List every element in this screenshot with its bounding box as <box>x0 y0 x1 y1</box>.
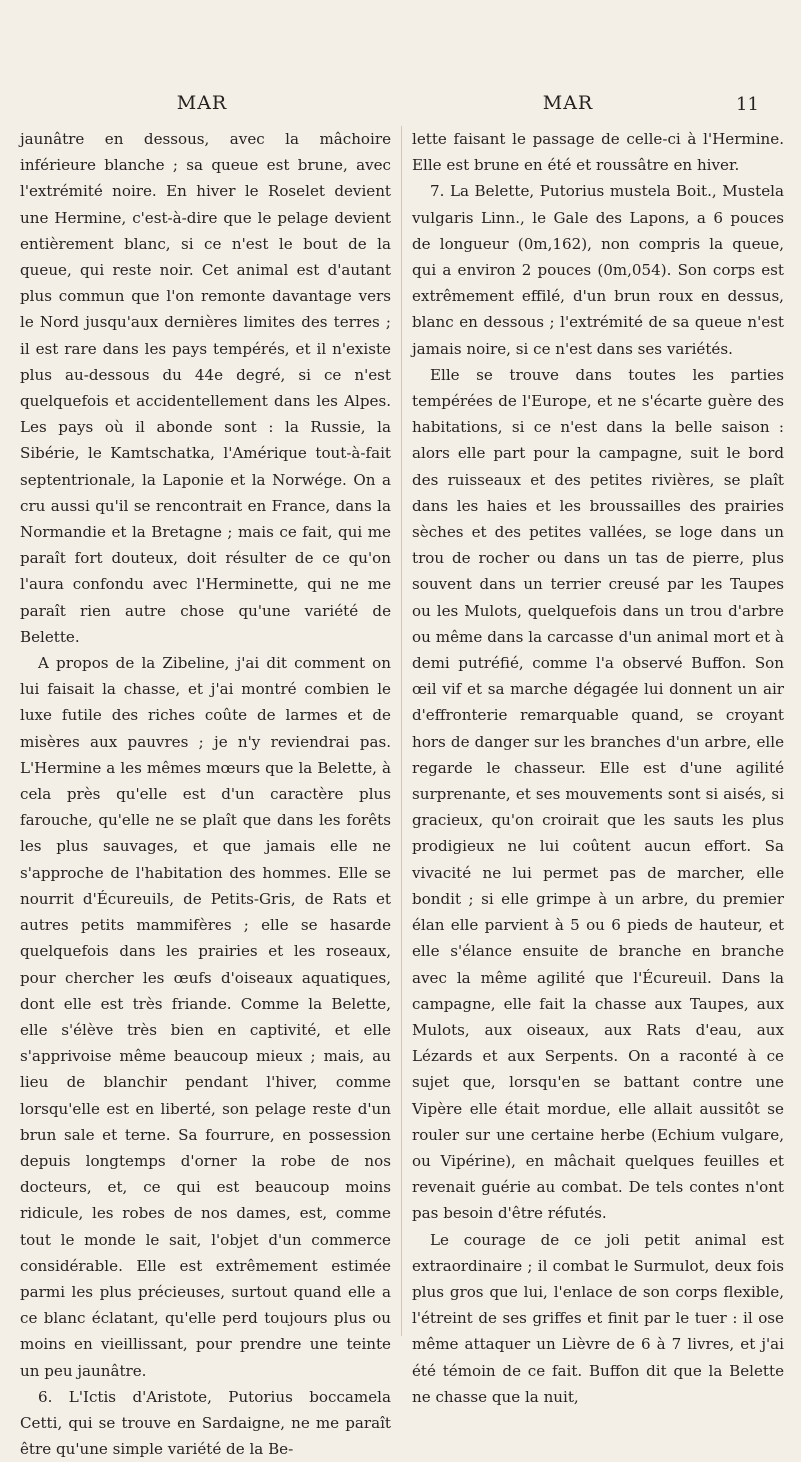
left-column <box>20 126 391 1462</box>
running-head-right: MAR <box>542 92 594 114</box>
paragraph-ictis-continued: lette faisant le passage de celle-ci à l'Hermine. Elle est brune en été et roussâtre en hiver. <box>412 130 784 175</box>
paragraph-ictis: 6. L'Ictis d'Aristote, Putorius boccamela Cetti, qui se trouve en Sardaigne, ne me paraît être qu'une simple variété de la Be- <box>20 1387 391 1459</box>
paragraph-belette-description: 7. La Belette, Putorius mustela Boit., Mustela vulgaris Linn., le Gale des Lapons, a 6 pouces de longueur (0m,162), non compris la queue, qui a environ 2 pouces (0m,054). Son corps est extrêmement effilé, d'un brun roux en dessus, blanc en dessous ; l'extrémité de sa queue n'est jamais noire, si ce n'est dans ses variétés. <box>412 182 784 358</box>
paragraph-hermine-moeurs: A propos de la Zibeline, j'ai dit comment on lui faisait la chasse, et j'ai montré combien le luxe futile des riches coûte de larmes et de misères aux pauvres ; je n'y reviendrai pas. L'Hermine a les mêmes mœurs que la Belette, à cela près qu'elle est d'un caractère plus farouche, qu'elle ne se plaît que dans les forêts les plus sauvages, et que jamais elle ne s'approche de l'habitation des hommes. Elle se nourrit d'Écureuils, de Petits-Gris, de Rats et autres petits mammifères ; elle se hasarde quelquefois dans les prairies et les roseaux, pour chercher les œufs d'oiseaux aquatiques, dont elle est très friande. Comme la Belette, elle s'élève très bien en captivité, et elle s'apprivoise même beaucoup mieux ; mais, au lieu de blanchir pendant l'hiver, comme lorsqu'elle est en liberté, son pelage reste d'un brun sale et terne. Sa fourrure, en possession depuis longtemps d'orner la robe de nos docteurs, et, ce qui est beaucoup moins ridicule, les robes de nos dames, est, comme tout le monde le sait, l'objet d'un commerce considérable. Elle est extrêmement estimée parmi les plus précieuses, surtout quand elle a ce blanc éclatant, qu'elle perd toujours plus ou moins en vieillissant, pour prendre une teinte un peu jaunâtre. <box>20 654 391 1380</box>
paragraph-belette-habitat: Elle se trouve dans toutes les parties tempérées de l'Europe, et ne s'écarte guère des habitations, si ce n'est dans la belle saison : alors elle part pour la campagne, suit le bord des ruisseaux et des petites rivières, se plaît dans les haies et les broussailles des prairies sèches et des petites vallées, se loge dans un trou de rocher ou dans un tas de pierre, plus souvent dans un terrier creusé par les Taupes ou les Mulots, quelquefois dans un trou d'arbre ou même dans la carcasse d'un animal mort et à demi putréfié, comme l'a observé Buffon. Son œil vif et sa marche dégagée lui donnent un air d'effronterie remarquable quand, se croyant hors de danger sur les branches d'un arbre, elle regarde le chasseur. Elle est d'une agilité surprenante, et ses mouvements sont si aisés, si gracieux, qu'on croirait que les sauts les plus prodigieux ne lui coûtent aucun effort. Sa vivacité ne lui permet pas de marcher, elle bondit ; si elle grimpe à un arbre, du premier élan elle parvient à 5 ou 6 pieds de hauteur, et elle s'élance ensuite de branche en branche avec la même agilité que l'Écureuil. Dans la campagne, elle fait la chasse aux Taupes, aux Mulots, aux oiseaux, aux Rats d'eau, aux Lézards et aux Serpents. On a raconté à ce sujet que, lorsqu'en se battant contre une Vipère elle était mordue, elle allait aussitôt se rouler sur une certaine herbe (Echium vulgare, ou Vipérine), en mâchait quelques feuilles et revenait guérie au combat. De tels contes n'ont pas besoin d'être réfutés. <box>412 365 784 1223</box>
paragraph-belette-courage: Le courage de ce joli petit animal est extraordinaire ; il combat le Surmulot, deux fois plus gros que lui, l'enlace de son corps flexible, l'étreint de ses griffes et finit par le tuer : il ose même attaquer un Lièvre de 6 à 7 livres, et j'ai été témoin de ce fait. Buffon dit que la Belette ne chasse que la nuit, <box>412 1230 784 1406</box>
paragraph-roselet: jaunâtre en dessous, avec la mâchoire inférieure blanche ; sa queue est brune, avec l'extrémité noire. En hiver le Roselet devient une Hermine, c'est-à-dire que le pelage devient entièrement blanc, si ce n'est le bout de la queue, qui reste noir. Cet animal est d'autant plus commun que l'on remonte davantage vers le Nord jusqu'aux dernières limites des terres ; il est rare dans les pays tempérés, et il n'existe plus au-dessous du 44e degré, si ce n'est quelquefois et accidentellement dans les Alpes. Les pays où il abonde sont : la Russie, la Sibérie, le Kamtschatka, l'Amérique tout-à-fait septentrionale, la Laponie et la Norwége. On a cru aussi qu'il se rencontrait en France, dans la Normandie et la Bretagne ; mais ce fait, qui me paraît fort douteux, doit résulter de ce qu'on l'aura confondu avec l'Herminette, qui ne me paraît rien autre chose qu'une variété de Belette. <box>20 130 391 646</box>
page-number: 11 <box>736 94 759 115</box>
running-head-left: MAR <box>176 92 228 114</box>
column-gutter <box>401 126 402 1336</box>
right-column <box>412 126 784 1410</box>
